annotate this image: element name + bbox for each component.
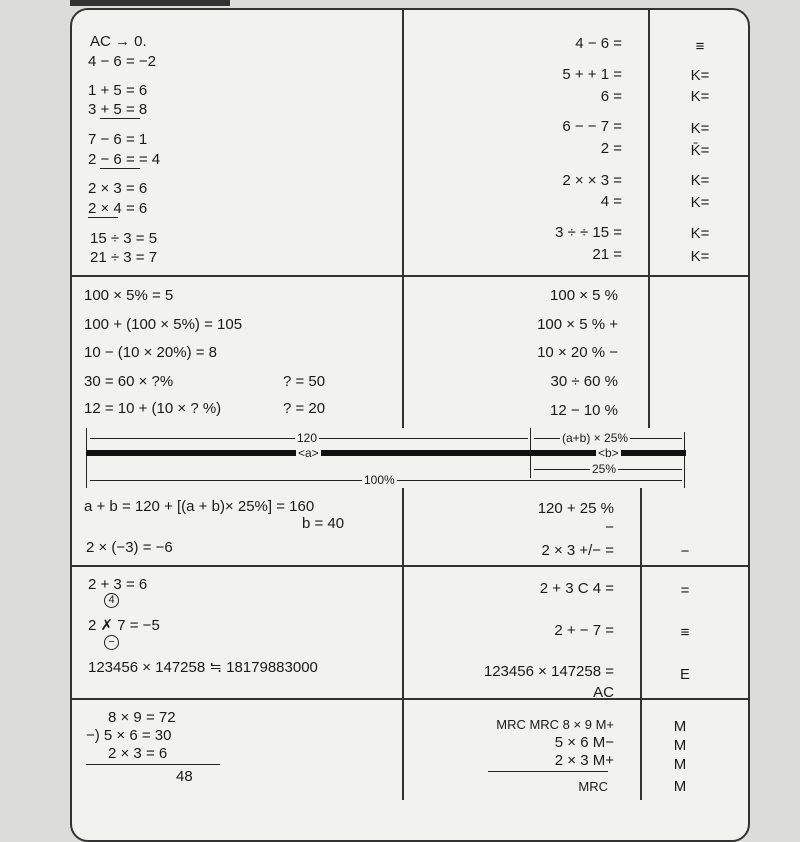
dim-label-100: 100% bbox=[364, 473, 395, 487]
s1-keys-6: 2 × × 3 = bbox=[562, 172, 622, 189]
s1-keys-9: 21 = bbox=[592, 246, 622, 263]
s5-line-3: 2 × 3 = 6 bbox=[108, 745, 168, 762]
s2-answer-1: ? = 50 bbox=[283, 373, 326, 390]
dim-label-25: 25% bbox=[592, 462, 617, 476]
s4-keys-4: AC bbox=[593, 684, 614, 701]
s1-line-1: AC → 0. bbox=[90, 33, 147, 50]
column-divider-1b bbox=[402, 488, 404, 800]
s1-line-8: 2 × 4 = 6 bbox=[88, 200, 148, 217]
circled-digit: 4 bbox=[104, 593, 119, 608]
underline bbox=[100, 118, 140, 119]
row-divider-1 bbox=[70, 275, 748, 277]
s3-line-3: 2 × (−3) = −6 bbox=[86, 539, 173, 556]
row-divider-2 bbox=[70, 565, 748, 567]
s1-line-6: 2 − 6 = = 4 bbox=[88, 151, 161, 168]
s1-disp-6: K= bbox=[690, 172, 710, 189]
s3-line-1: a + b = 120 + [(a + b)× 25%] = 160 bbox=[84, 498, 315, 515]
column-divider-1 bbox=[402, 8, 404, 428]
s3-keys-1: 120 + 25 % bbox=[537, 500, 614, 517]
s2-line-4: 30 = 60 × ?% bbox=[84, 373, 174, 390]
s1-disp-9: K= bbox=[690, 248, 710, 265]
s4-circle-2 bbox=[104, 633, 119, 650]
s5-keys-3: 2 × 3 M+ bbox=[554, 752, 614, 769]
s1-line-7: 2 × 3 = 6 bbox=[88, 180, 148, 197]
s1-line-9: 15 ÷ 3 = 5 bbox=[90, 230, 158, 247]
s2-keys-5: 12 − 10 % bbox=[550, 402, 618, 419]
s4-keys-1: 2 + 3 C 4 = bbox=[539, 580, 614, 597]
sum-line bbox=[86, 764, 220, 765]
row-divider-3 bbox=[70, 698, 748, 700]
s5-disp-3: M bbox=[673, 756, 687, 773]
dim-label-120: 120 bbox=[297, 431, 318, 445]
s5-keys-2: 5 × 6 M− bbox=[554, 734, 614, 751]
s2-keys-1: 100 × 5 % bbox=[550, 287, 618, 304]
s3-line-2: b = 40 bbox=[302, 515, 345, 532]
column-divider-2b bbox=[640, 488, 642, 800]
s5-disp-4: M bbox=[673, 778, 687, 795]
s4-circle-1 bbox=[104, 591, 119, 608]
s1-keys-5: 2 = bbox=[600, 140, 622, 157]
s1-line-5: 7 − 6 = 1 bbox=[88, 131, 148, 148]
s1-disp-8: K= bbox=[690, 225, 710, 242]
circled-sign: − bbox=[104, 635, 119, 650]
s5-disp-2: M bbox=[673, 737, 687, 754]
s1-line-2: 4 − 6 = −2 bbox=[88, 53, 156, 70]
s2-answer-2: ? = 20 bbox=[283, 400, 326, 417]
s1-line-4: 3 + 5 = 8 bbox=[88, 101, 148, 118]
column-divider-2 bbox=[648, 8, 650, 428]
s2-line-3: 10 − (10 × 20%) = 8 bbox=[84, 344, 218, 361]
s5-line-2: −) 5 × 6 = 30 bbox=[86, 727, 172, 744]
s2-line-2: 100 + (100 × 5%) = 105 bbox=[84, 316, 243, 333]
s4-keys-2: 2 + − 7 = bbox=[554, 622, 614, 639]
s3-keys-3: 2 × 3 +/− = bbox=[541, 542, 614, 559]
s4-line-1: 2 + 3 = 6 bbox=[88, 576, 148, 593]
s1-line-10: 21 ÷ 3 = 7 bbox=[90, 249, 158, 266]
s1-keys-1: 4 − 6 = bbox=[575, 35, 622, 52]
s5-line-1: 8 × 9 = 72 bbox=[108, 709, 176, 726]
s3-disp-1: − bbox=[680, 543, 690, 560]
s1-line-3: 1 + 5 = 6 bbox=[88, 82, 148, 99]
s1-keys-2: 5 + + 1 = bbox=[562, 66, 622, 83]
s5-disp-1: M bbox=[673, 718, 687, 735]
s2-line-1: 100 × 5% = 5 bbox=[84, 287, 174, 304]
s1-keys-3: 6 = bbox=[600, 88, 622, 105]
s4-line-3: 123456 × 147258 ≒ 18179883000 bbox=[88, 659, 318, 676]
dim-tick-right bbox=[684, 432, 685, 488]
s4-disp-2: ≡ bbox=[680, 624, 690, 641]
s5-keys-1: MRC MRC 8 × 9 M+ bbox=[496, 717, 614, 732]
s3-keys-2: − bbox=[605, 519, 614, 536]
s2-keys-4: 30 ÷ 60 % bbox=[550, 373, 618, 390]
s1-disp-4: K= bbox=[690, 120, 710, 137]
label-a: <a> bbox=[298, 446, 319, 460]
s1-keys-8: 3 ÷ ÷ 15 = bbox=[555, 224, 622, 241]
s2-keys-2: 100 × 5 % + bbox=[537, 316, 618, 333]
s5-keys-4: MRC bbox=[578, 779, 608, 794]
s1-disp-3: K= bbox=[690, 88, 710, 105]
dim-tick-left bbox=[86, 428, 87, 488]
underline bbox=[88, 217, 118, 218]
header-strip bbox=[70, 0, 230, 6]
underline bbox=[100, 168, 140, 169]
s1-keys-4: 6 − − 7 = bbox=[562, 118, 622, 135]
sum-line-keys bbox=[488, 771, 608, 772]
dim-label-ab25: (a+b) × 25% bbox=[562, 431, 629, 445]
s1-disp-5: K̄= bbox=[690, 142, 710, 159]
s4-keys-3: 123456 × 147258 = bbox=[483, 663, 614, 680]
label-b: <b> bbox=[598, 446, 619, 460]
s4-disp-1: = bbox=[680, 582, 690, 599]
s5-line-4: 48 bbox=[176, 768, 193, 785]
s1-disp-7: K= bbox=[690, 194, 710, 211]
s4-line-2: 2 ✗ 7 = −5 bbox=[88, 617, 160, 634]
s4-disp-3: E bbox=[679, 666, 690, 683]
s2-line-5: 12 = 10 + (10 × ? %) bbox=[84, 400, 222, 417]
s1-disp-1: ≡ bbox=[695, 38, 705, 55]
s1-keys-7: 4 = bbox=[600, 193, 622, 210]
s1-disp-2: K= bbox=[690, 67, 710, 84]
s2-keys-3: 10 × 20 % − bbox=[537, 344, 618, 361]
